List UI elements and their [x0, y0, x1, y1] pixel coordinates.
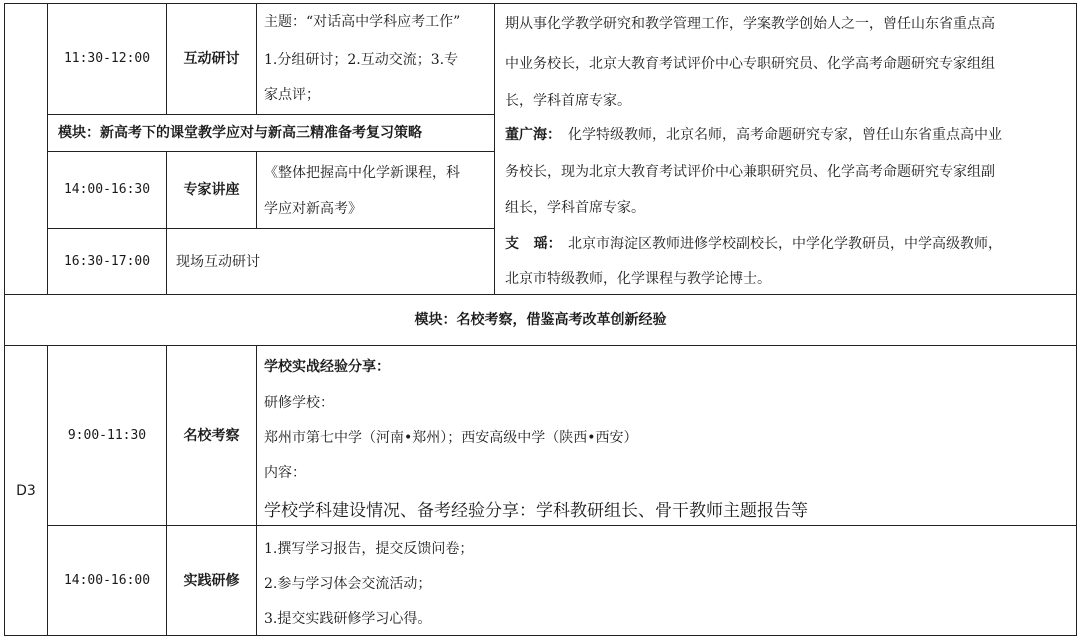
content-line: 1.分组研讨；2.互动交流；3.专 — [264, 52, 459, 68]
content-line: 2.参与学习体会交流活动； — [264, 576, 432, 592]
rule — [1076, 3, 1077, 636]
content-line: 3.提交实践研修学习心得。 — [264, 611, 432, 627]
content-line: 1.撰写学习报告，提交反馈问卷； — [264, 541, 474, 557]
expert-line: 化学特级教师，北京名师，高考命题研究专家，曾任山东省重点高中业 — [568, 127, 1002, 143]
expert-name: 董广海： — [505, 127, 561, 143]
expert-line: 务校长，现为北京大教育考试评价中心兼职研究员、化学高考命题研究专家组副 — [505, 164, 995, 180]
content-line: 主题：“对话高中学科应考工作” — [264, 14, 461, 30]
module-banner: 模块：名校考察，借鉴高考改革创新经验 — [414, 312, 667, 328]
expert-line: 中业务校长，北京大教育考试评价中心专职研究员、化学高考命题研究专家组组 — [505, 56, 995, 72]
expert-line: 期从事化学教学研究和教学管理工作，学案教学创始人之一，曾任山东省重点高 — [505, 16, 995, 32]
time-cell: 14:00-16:00 — [63, 572, 151, 588]
rule — [256, 151, 257, 229]
type-cell: 名校考察 — [183, 427, 240, 444]
content-line-large: 学校学科建设情况、备考经验分享：学科教研组长、骨干教师主题报告等 — [264, 501, 808, 521]
day-label: D3 — [16, 482, 36, 499]
time-cell: 9:00-11:30 — [67, 427, 147, 443]
expert-line: 北京市海淀区教师进修学校副校长，中学化学教研员，中学高级教师， — [568, 236, 1002, 252]
rule — [4, 635, 1076, 636]
content-line: 研修学校： — [264, 395, 334, 411]
expert-line: 组长，学科首席专家。 — [505, 200, 645, 216]
rule — [256, 345, 257, 636]
module-title: 模块：新高考下的课堂教学应对与新高三精准备考复习策略 — [58, 125, 422, 141]
rule — [256, 3, 257, 115]
expert-name: 支 瑶： — [505, 236, 562, 252]
type-cell: 专家讲座 — [183, 182, 240, 198]
type-cell: 互动研讨 — [183, 51, 240, 67]
expert-line: 北京市特级教师，化学课程与教学论博士。 — [505, 271, 771, 287]
time-cell: 14:00-16:30 — [63, 182, 151, 197]
content-line: 《整体把握高中化学新课程，科 — [264, 165, 460, 181]
content-line: 内容： — [264, 465, 306, 481]
content-heading: 学校实战经验分享： — [264, 359, 390, 375]
content-line: 郑州市第七中学（河南•郑州）；西安高级中学（陕西•西安） — [264, 430, 638, 446]
rule — [166, 228, 167, 295]
expert-line: 长，学科首席专家。 — [505, 93, 631, 109]
time-cell: 11:30-12:00 — [63, 51, 151, 66]
type-cell: 现场互动研讨 — [176, 253, 260, 270]
type-cell: 实践研修 — [183, 572, 240, 589]
content-line: 家点评； — [264, 87, 320, 103]
rule — [494, 3, 495, 295]
time-cell: 16:30-17:00 — [63, 253, 151, 269]
content-line: 学应对新高考》 — [264, 201, 362, 217]
